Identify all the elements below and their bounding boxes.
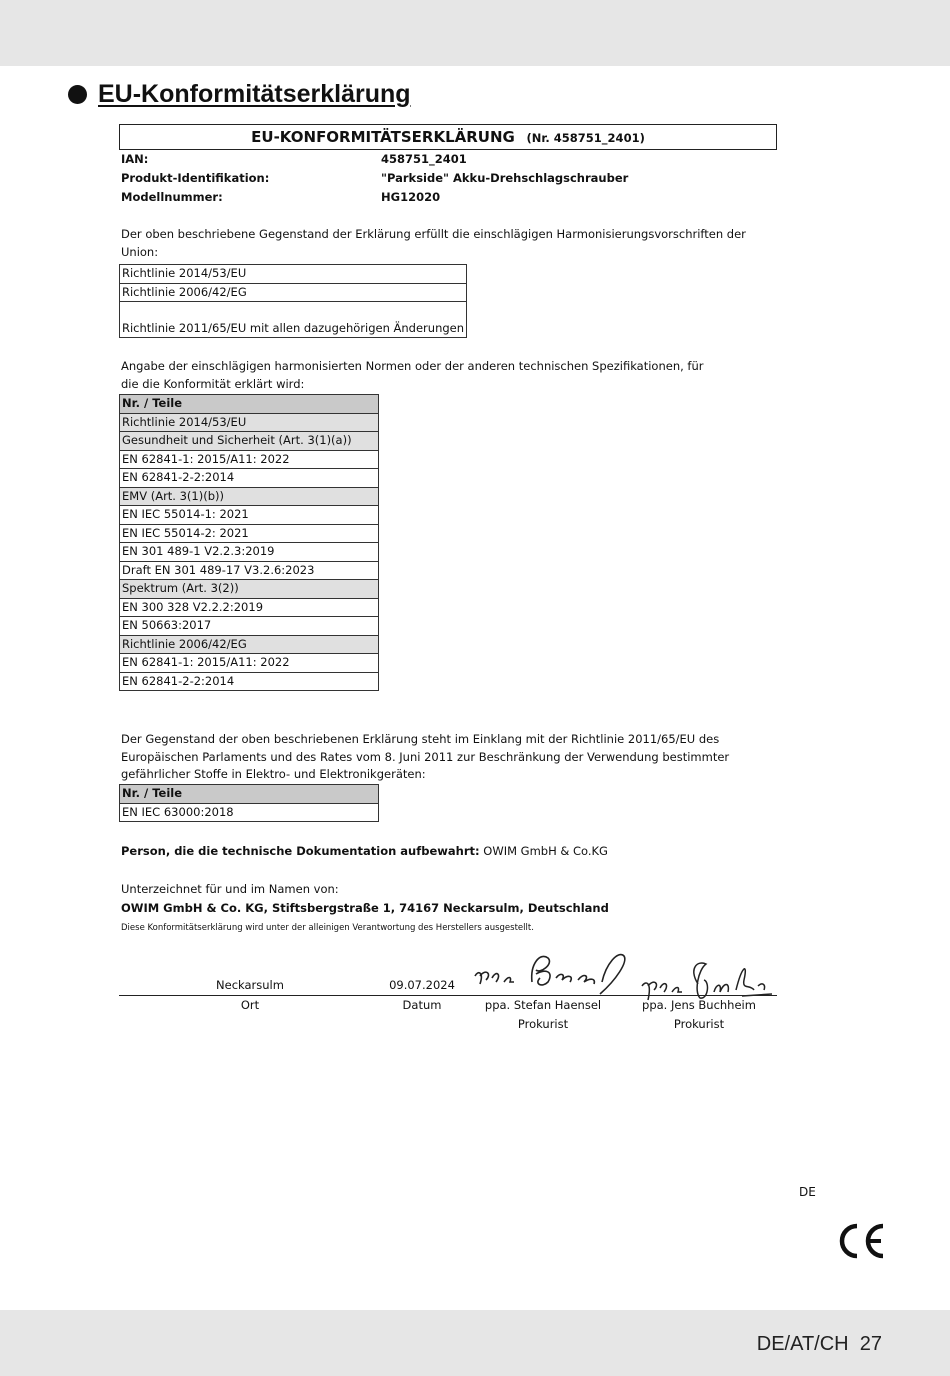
table-row bbox=[120, 561, 379, 580]
table-row bbox=[120, 432, 379, 451]
table-row bbox=[120, 580, 379, 599]
table-row bbox=[120, 469, 379, 488]
standard-cell: EN IEC 55014-1: 2021 bbox=[120, 506, 379, 525]
declaration-number: (Nr. 458751_2401) bbox=[526, 131, 645, 145]
signer2-role: Prokurist bbox=[673, 1017, 725, 1031]
signer1-name: ppa. Stefan Haensel bbox=[484, 998, 602, 1012]
table-row bbox=[120, 672, 379, 691]
signer1-role: Prokurist bbox=[517, 1017, 569, 1031]
top-bar bbox=[0, 0, 950, 66]
doc-keeper-line bbox=[121, 843, 781, 861]
conformity-statement: Der oben beschriebene Gegenstand der Erklärung erfüllt die einschlägigen Harmonisierungsvorschriften der Union: bbox=[121, 227, 746, 259]
table-header-cell: Nr. / Teile bbox=[120, 785, 379, 804]
doc-keeper-label: Person, die die technische Dokumentation aufbewahrt: bbox=[121, 844, 480, 858]
table-header-row bbox=[120, 395, 379, 414]
rohs-standard-cell: EN IEC 63000:2018 bbox=[120, 803, 379, 822]
ident-value: 458751_2401 bbox=[381, 152, 467, 166]
doc-keeper-value: OWIM GmbH & Co.KG bbox=[483, 844, 608, 858]
table-row bbox=[120, 803, 379, 822]
standard-cell: EN 62841-2-2:2014 bbox=[120, 672, 379, 691]
table-row bbox=[120, 265, 467, 284]
table-row bbox=[120, 302, 467, 338]
footer-region: DE/AT/CH bbox=[756, 1333, 849, 1355]
table-row bbox=[120, 617, 379, 636]
place-label: Ort bbox=[240, 998, 260, 1012]
table-row bbox=[120, 598, 379, 617]
standard-cell: Richtlinie 2014/53/EU bbox=[120, 413, 379, 432]
standard-cell: EN 50663:2017 bbox=[120, 617, 379, 636]
page-number: 27 bbox=[859, 1333, 882, 1355]
bullet-icon bbox=[68, 85, 87, 104]
standards-intro: Angabe der einschlägigen harmonisierten Normen oder der anderen technischen Spezifikationen, für die die Konformität erklärt wird: bbox=[121, 359, 704, 391]
ident-value: HG12020 bbox=[381, 190, 441, 204]
standard-cell: Draft EN 301 489-17 V3.2.6:2023 bbox=[120, 561, 379, 580]
signature-line bbox=[119, 995, 777, 996]
signature-place: Neckarsulm bbox=[216, 978, 284, 992]
standards-table bbox=[119, 394, 379, 691]
standard-cell: EMV (Art. 3(1)(b)) bbox=[120, 487, 379, 506]
signature-date: 09.07.2024 bbox=[389, 978, 455, 992]
country-code: DE bbox=[799, 1185, 816, 1199]
page-footer bbox=[757, 1333, 882, 1356]
table-row bbox=[120, 450, 379, 469]
standard-cell: Richtlinie 2006/42/EG bbox=[120, 635, 379, 654]
table-header-row bbox=[120, 785, 379, 804]
directives-table bbox=[119, 264, 467, 338]
standard-cell: EN 62841-2-2:2014 bbox=[120, 469, 379, 488]
responsibility-note: Diese Konformitätserklärung wird unter der alleinigen Verantwortung des Herstellers ausgestellt. bbox=[121, 923, 534, 933]
standard-cell: EN 62841-1: 2015/A11: 2022 bbox=[120, 450, 379, 469]
ident-label: Modellnummer: bbox=[121, 190, 223, 204]
table-row bbox=[120, 654, 379, 673]
table-row bbox=[120, 506, 379, 525]
rohs-statement: Der Gegenstand der oben beschriebenen Erklärung steht im Einklang mit der Richtlinie 2011/65/EU des Europäischen Parlaments und des Rates vom 8. Juni 2011 zur Beschränkung der Verwendung bestimmter gefährlicher Stoffe in Elektro- und Elektronikgeräten: bbox=[121, 732, 730, 781]
table-row bbox=[120, 635, 379, 654]
rohs-table bbox=[119, 784, 379, 822]
table-row bbox=[120, 543, 379, 562]
signer2-name: ppa. Jens Buchheim bbox=[642, 998, 756, 1012]
directive-cell: Richtlinie 2014/53/EU bbox=[120, 265, 467, 284]
table-row bbox=[120, 487, 379, 506]
ident-value: "Parkside" Akku-Drehschlagschrauber bbox=[381, 171, 629, 185]
ce-mark-icon bbox=[835, 1222, 887, 1260]
directive-cell: Richtlinie 2011/65/EU mit allen dazugehörigen Änderungen bbox=[120, 302, 467, 338]
standard-cell: Gesundheit und Sicherheit (Art. 3(1)(a)) bbox=[120, 432, 379, 451]
page-title: EU-Konformitätserklärung bbox=[98, 80, 411, 108]
standard-cell: EN IEC 55014-2: 2021 bbox=[120, 524, 379, 543]
table-row bbox=[120, 413, 379, 432]
ident-label: Produkt-Identifikation: bbox=[121, 171, 270, 185]
table-row bbox=[120, 524, 379, 543]
ident-label: IAN: bbox=[121, 152, 149, 166]
date-label: Datum bbox=[402, 998, 442, 1012]
standard-cell: EN 62841-1: 2015/A11: 2022 bbox=[120, 654, 379, 673]
signed-for: Unterzeichnet für und im Namen von: bbox=[121, 882, 339, 896]
standard-cell: EN 300 328 V2.2.2:2019 bbox=[120, 598, 379, 617]
directive-cell: Richtlinie 2006/42/EG bbox=[120, 283, 467, 302]
standard-cell: EN 301 489-1 V2.2.3:2019 bbox=[120, 543, 379, 562]
declaration-title: EU-KONFORMITÄTSERKLÄRUNG bbox=[251, 128, 515, 146]
table-header-cell: Nr. / Teile bbox=[120, 395, 379, 414]
standard-cell: Spektrum (Art. 3(2)) bbox=[120, 580, 379, 599]
section-heading bbox=[68, 80, 411, 109]
declaration-title-box bbox=[119, 124, 777, 150]
company-address: OWIM GmbH & Co. KG, Stiftsbergstraße 1, 74167 Neckarsulm, Deutschland bbox=[121, 901, 609, 915]
table-row bbox=[120, 283, 467, 302]
